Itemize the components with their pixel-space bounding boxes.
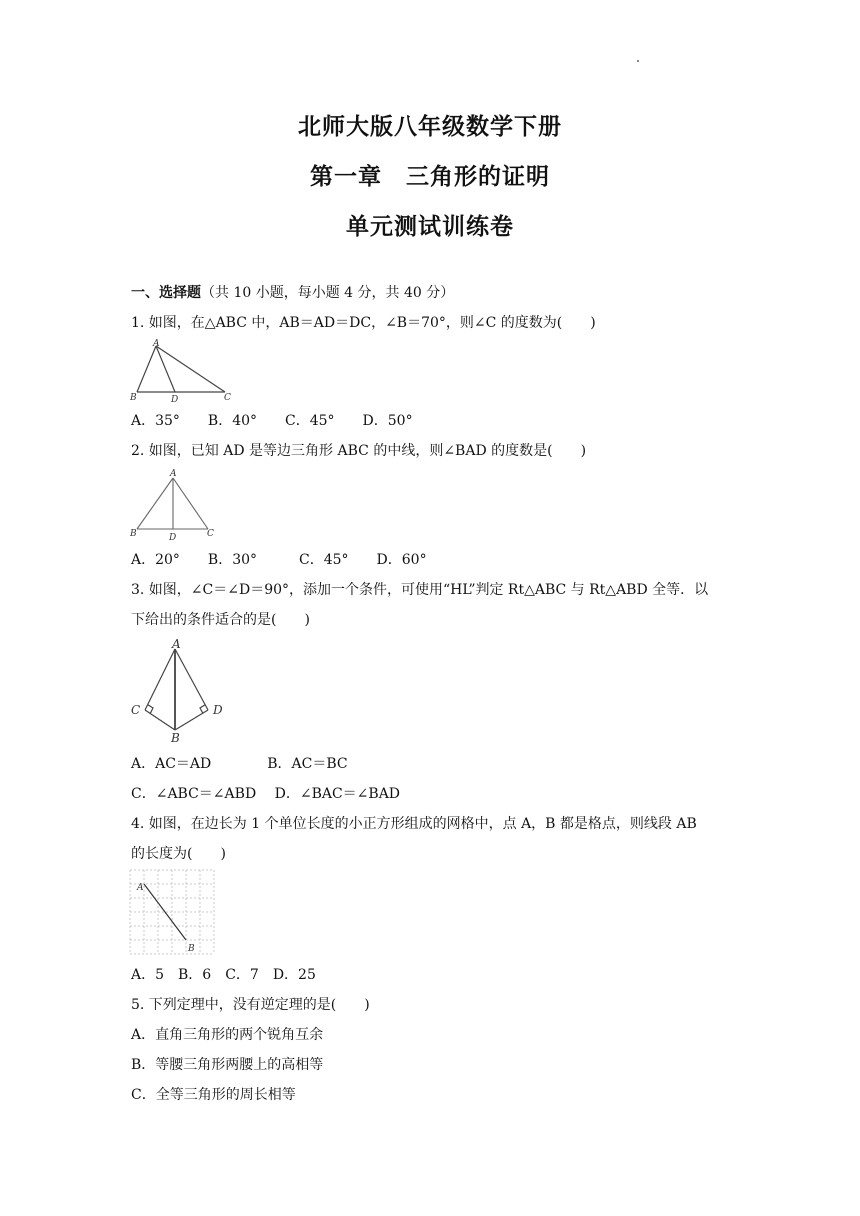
q1-label-c: C xyxy=(224,393,231,403)
section-heading xyxy=(131,283,454,303)
q1-side-ac xyxy=(156,346,225,392)
q3-label-a: A xyxy=(172,637,181,651)
q4-stem-line2: 的长度为( ) xyxy=(131,846,226,862)
q1-label-d: D xyxy=(171,395,179,404)
q5-option-c: C．全等三角形的周长相等 xyxy=(131,1087,296,1103)
doc-title: 北师大版八年级数学下册 xyxy=(298,114,562,140)
q5-stem: 5. 下列定理中，没有逆定理的是( ) xyxy=(131,997,370,1013)
q2-label-c: C xyxy=(207,529,214,539)
q1-stem: 1. 如图，在△ABC 中，AB＝AD＝DC，∠B＝70°，则∠C 的度数为( ) xyxy=(131,315,596,331)
page-dot-mark xyxy=(637,60,639,62)
q4-grid-figure xyxy=(128,868,218,958)
q2-stem: 2. 如图，已知 AD 是等边三角形 ABC 的中线，则∠BAD 的度数是( ) xyxy=(131,443,587,459)
doc-subtitle: 单元测试训练卷 xyxy=(346,214,514,240)
q4-stem-line1: 4. 如图，在边长为 1 个单位长度的小正方形组成的网格中，点 A，B 都是格点，则线段 AB xyxy=(131,816,697,832)
q3-side-cb xyxy=(145,710,175,730)
q2-label-d: D xyxy=(169,533,177,543)
q2-label-b: B xyxy=(130,529,137,539)
q3-label-c: C xyxy=(131,703,141,717)
q1-label-a: A xyxy=(153,339,160,349)
q3-side-ad xyxy=(175,649,208,710)
q2-figure xyxy=(128,466,218,544)
section-info: （共 10 小题，每小题 4 分，共 40 分） xyxy=(201,285,455,301)
q2-side-ab xyxy=(137,478,173,529)
q3-options-line2: C．∠ABC＝∠ABD D．∠BAC＝∠BAD xyxy=(131,786,401,802)
q4-label-a: A xyxy=(137,883,144,893)
q5-option-b: B．等腰三角形两腰上的高相等 xyxy=(131,1057,324,1073)
q3-stem-line2: 下给出的条件适合的是( ) xyxy=(131,612,310,628)
q5-option-a: A．直角三角形的两个锐角互余 xyxy=(131,1027,324,1043)
q3-options-line1: A．AC＝AD B．AC＝BC xyxy=(131,756,348,772)
q1-label-b: B xyxy=(130,393,137,403)
section-label: 一、选择题 xyxy=(131,285,201,301)
q3-stem-line1: 3. 如图，∠C＝∠D＝90°，添加一个条件，可使用“HL”判定 Rt△ABC 与 Rt△ABD 全等．以 xyxy=(131,582,709,598)
q1-figure xyxy=(128,336,240,404)
q2-side-ac xyxy=(173,478,208,529)
q4-options: A．5 B．6 C．7 D．25 xyxy=(131,967,316,983)
chapter-title: 第一章 三角形的证明 xyxy=(310,164,550,190)
q3-side-ac xyxy=(145,649,175,710)
q3-label-b: B xyxy=(171,731,180,745)
q1-side-ab xyxy=(137,346,156,392)
q2-options: A．20° B．30° C．45° D．60° xyxy=(131,552,427,568)
q4-label-b: B xyxy=(188,944,195,954)
q2-label-a: A xyxy=(170,469,177,479)
q3-figure xyxy=(128,636,232,746)
q3-label-d: D xyxy=(213,703,223,717)
q1-options: A．35° B．40° C．45° D．50° xyxy=(131,413,413,429)
